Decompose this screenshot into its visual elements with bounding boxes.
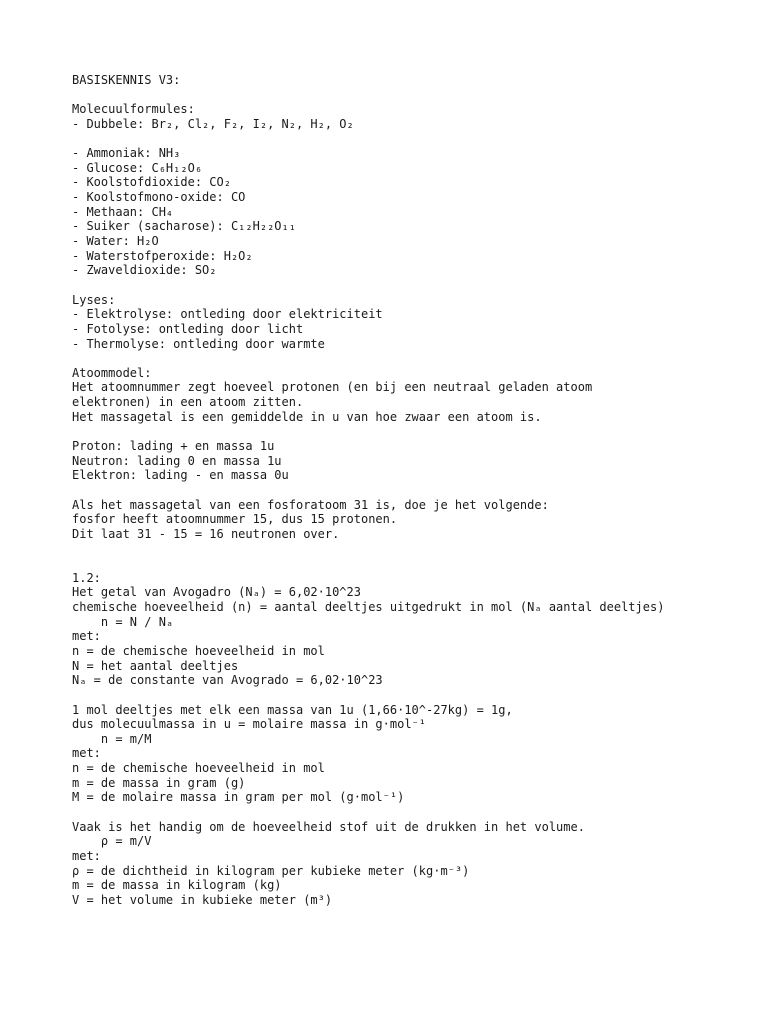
text-line: Dit laat 31 - 15 = 16 neutronen over. — [72, 526, 340, 541]
text-line: Lyses: — [72, 292, 116, 307]
text-line — [72, 556, 752, 571]
text-line: fosfor heeft atoomnummer 15, dus 15 protonen. — [72, 512, 398, 527]
text-line: met: — [72, 746, 101, 761]
text-line: V = het volume in kubieke meter (m³) — [72, 892, 333, 907]
text-line: met: — [72, 629, 101, 644]
text-line: Het massagetal is een gemiddelde in u van hoe zwaar een atoom is. — [72, 409, 542, 424]
text-line: - Koolstofmono-oxide: CO — [72, 190, 246, 205]
text-line: - Suiker (sacharose): C₁₂H₂₂O₁₁ — [72, 219, 296, 234]
text-line — [72, 278, 752, 293]
text-line: Proton: lading + en massa 1u — [72, 439, 275, 454]
text-line — [72, 542, 752, 557]
text-line: n = de chemische hoeveelheid in mol — [72, 761, 325, 776]
text-line: - Elektrolyse: ontleding door elektriciteit — [72, 307, 383, 322]
text-line: Elektron: lading - en massa 0u — [72, 468, 289, 483]
text-line — [72, 483, 752, 498]
text-line: n = m/M — [72, 731, 152, 746]
text-line: 1.2: — [72, 570, 101, 585]
text-line: - Koolstofdioxide: CO₂ — [72, 175, 231, 190]
text-line: Vaak is het handig om de hoeveelheid stof uit de drukken in het volume. — [72, 819, 585, 834]
text-line: elektronen) in een atoom zitten. — [72, 395, 304, 410]
text-line: chemische hoeveelheid (n) = aantal deeltjes uitgedrukt in mol (Nₐ aantal deeltjes) — [72, 600, 665, 615]
text-line: Als het massagetal van een fosforatoom 31 is, doe je het volgende: — [72, 497, 549, 512]
text-line — [72, 132, 752, 147]
text-line — [72, 88, 752, 103]
text-line: - Dubbele: Br₂, Cl₂, F₂, I₂, N₂, H₂, O₂ — [72, 116, 354, 131]
text-line: Nₐ = de constante van Avogrado = 6,02·10^23 — [72, 673, 383, 688]
text-line: - Thermolyse: ontleding door warmte — [72, 336, 325, 351]
text-line: dus molecuulmassa in u = molaire massa in g·mol⁻¹ — [72, 717, 427, 732]
text-line — [72, 805, 752, 820]
text-line: 1 mol deeltjes met elk een massa van 1u (1,66·10^-27kg) = 1g, — [72, 702, 513, 717]
text-line: M = de molaire massa in gram per mol (g·mol⁻¹) — [72, 790, 405, 805]
text-line: Atoommodel: — [72, 365, 152, 380]
text-line: Molecuulformules: — [72, 102, 195, 117]
text-line: n = de chemische hoeveelheid in mol — [72, 643, 325, 658]
text-line: N = het aantal deeltjes — [72, 658, 239, 673]
document-body — [72, 73, 752, 908]
text-line: m = de massa in gram (g) — [72, 775, 246, 790]
text-line: Neutron: lading 0 en massa 1u — [72, 453, 282, 468]
text-line: n = N / Nₐ — [72, 614, 174, 629]
text-line: - Fotolyse: ontleding door licht — [72, 321, 304, 336]
text-line: - Glucose: C₆H₁₂O₆ — [72, 160, 203, 175]
text-line: ρ = de dichtheid in kilogram per kubieke meter (kg·m⁻³) — [72, 863, 470, 878]
text-line — [72, 424, 752, 439]
text-line — [72, 688, 752, 703]
text-line: - Methaan: CH₄ — [72, 204, 174, 219]
text-line: BASISKENNIS V3: — [72, 73, 181, 87]
text-line: Het getal van Avogadro (Nₐ) = 6,02·10^23 — [72, 585, 361, 600]
text-line: - Ammoniak: NH₃ — [72, 146, 181, 161]
text-line: ρ = m/V — [72, 834, 152, 849]
text-line: - Zwaveldioxide: SO₂ — [72, 263, 217, 278]
text-line: - Waterstofperoxide: H₂O₂ — [72, 248, 253, 263]
text-line: met: — [72, 848, 101, 863]
text-line — [72, 351, 752, 366]
text-line: Het atoomnummer zegt hoeveel protonen (en bij een neutraal geladen atoom — [72, 380, 593, 395]
text-line: - Water: H₂O — [72, 234, 159, 249]
text-line: m = de massa in kilogram (kg) — [72, 878, 282, 893]
